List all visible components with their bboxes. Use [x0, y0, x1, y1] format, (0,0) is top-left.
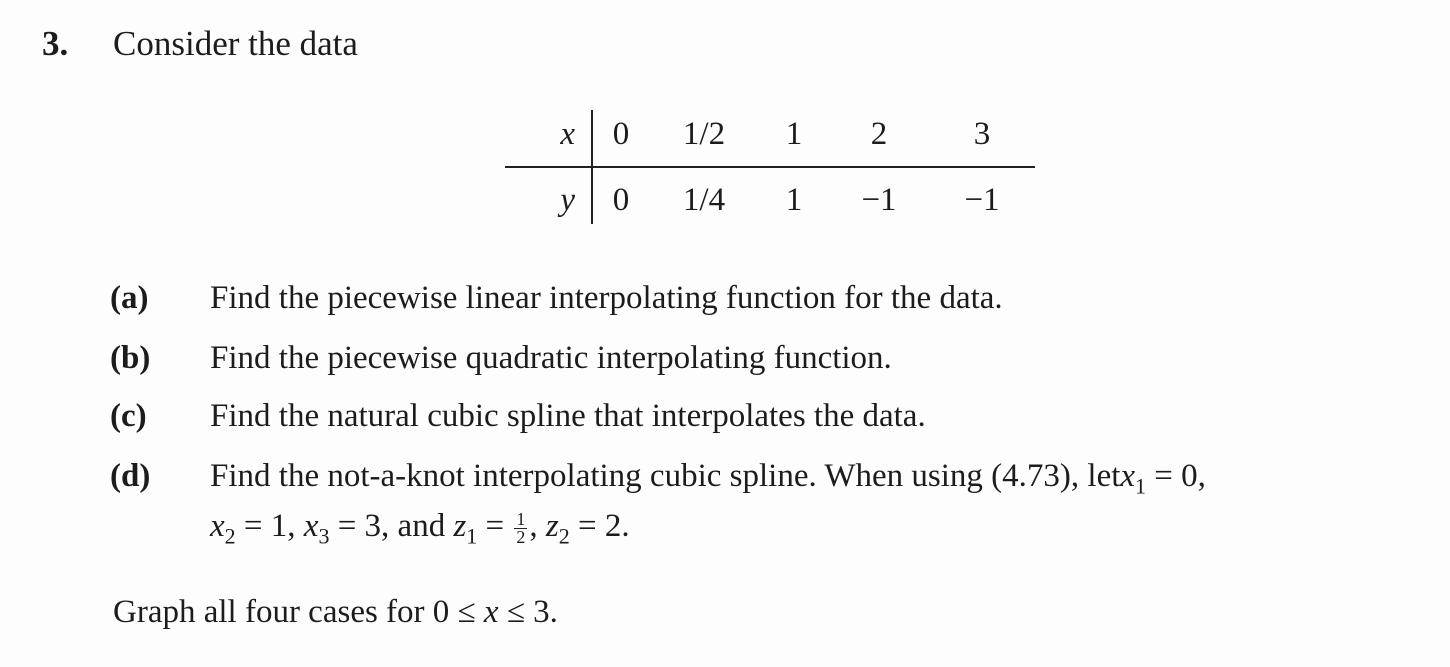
- data-table: [505, 110, 1035, 224]
- part-b-text: Find the piecewise quadratic interpolating function.: [210, 340, 892, 376]
- y-label: y: [505, 167, 592, 224]
- x-value-2: 1: [759, 110, 829, 167]
- math-x2-sub: 2: [224, 523, 236, 549]
- math-z2: z: [545, 508, 559, 544]
- part-a-text: Find the piecewise linear interpolating function for the data.: [210, 280, 1003, 316]
- closing-post: ≤ 3.: [498, 594, 558, 630]
- part-b-label: (b): [110, 340, 151, 376]
- table-row-y: [505, 167, 1035, 224]
- y-value-1: 1/4: [682, 181, 726, 218]
- part-c: [110, 396, 926, 436]
- table-row-x: [505, 110, 1035, 167]
- math-x3: x: [303, 508, 319, 544]
- part-a: [110, 278, 1003, 318]
- y-value-2: 1: [785, 181, 803, 218]
- math-sep: ,: [529, 508, 546, 544]
- part-a-label: (a): [110, 280, 149, 316]
- closing-instruction: [113, 592, 558, 632]
- y-value-4: −1: [964, 181, 1000, 218]
- math-z2-sub: 2: [558, 523, 570, 549]
- x-value-0: 0: [592, 110, 649, 167]
- math-x3-val: = 3, and: [329, 508, 454, 544]
- math-x1: x: [1120, 458, 1136, 494]
- fraction-denominator: 2: [516, 526, 526, 547]
- x-value-4: 3: [929, 110, 1035, 167]
- math-x2-val: = 1,: [235, 508, 304, 544]
- part-c-label: (c): [110, 398, 147, 434]
- y-value-0: 0: [612, 181, 630, 218]
- math-x2: x: [210, 508, 225, 544]
- part-d-continued: [210, 506, 630, 557]
- problem-number: 3.: [42, 24, 69, 63]
- x-label: x: [505, 110, 592, 167]
- math-x1-val: = 0,: [1146, 458, 1206, 494]
- math-x1-sub: 1: [1135, 473, 1147, 499]
- closing-var: x: [483, 594, 499, 630]
- part-b: [110, 338, 892, 378]
- x-value-3: 2: [829, 110, 929, 167]
- math-z1-sub: 1: [466, 523, 478, 549]
- fraction-numerator: 1: [516, 508, 526, 529]
- problem-intro: Consider the data: [113, 24, 358, 63]
- closing-pre: Graph all four cases for 0 ≤: [113, 594, 484, 630]
- part-c-text: Find the natural cubic spline that interpolates the data.: [210, 398, 926, 434]
- part-d-label: (d): [110, 458, 151, 494]
- math-z1: z: [453, 508, 467, 544]
- x-value-1: 1/2: [649, 110, 759, 167]
- math-z2-val: = 2.: [569, 508, 630, 544]
- math-z1-eq: =: [477, 508, 513, 544]
- part-d-text: Find the not-a-knot interpolating cubic spline. When using (4.73), let: [210, 458, 1121, 494]
- math-x3-sub: 3: [318, 523, 330, 549]
- y-value-3: −1: [861, 181, 897, 218]
- math-fraction-half: [514, 508, 527, 547]
- part-d: [110, 456, 1206, 507]
